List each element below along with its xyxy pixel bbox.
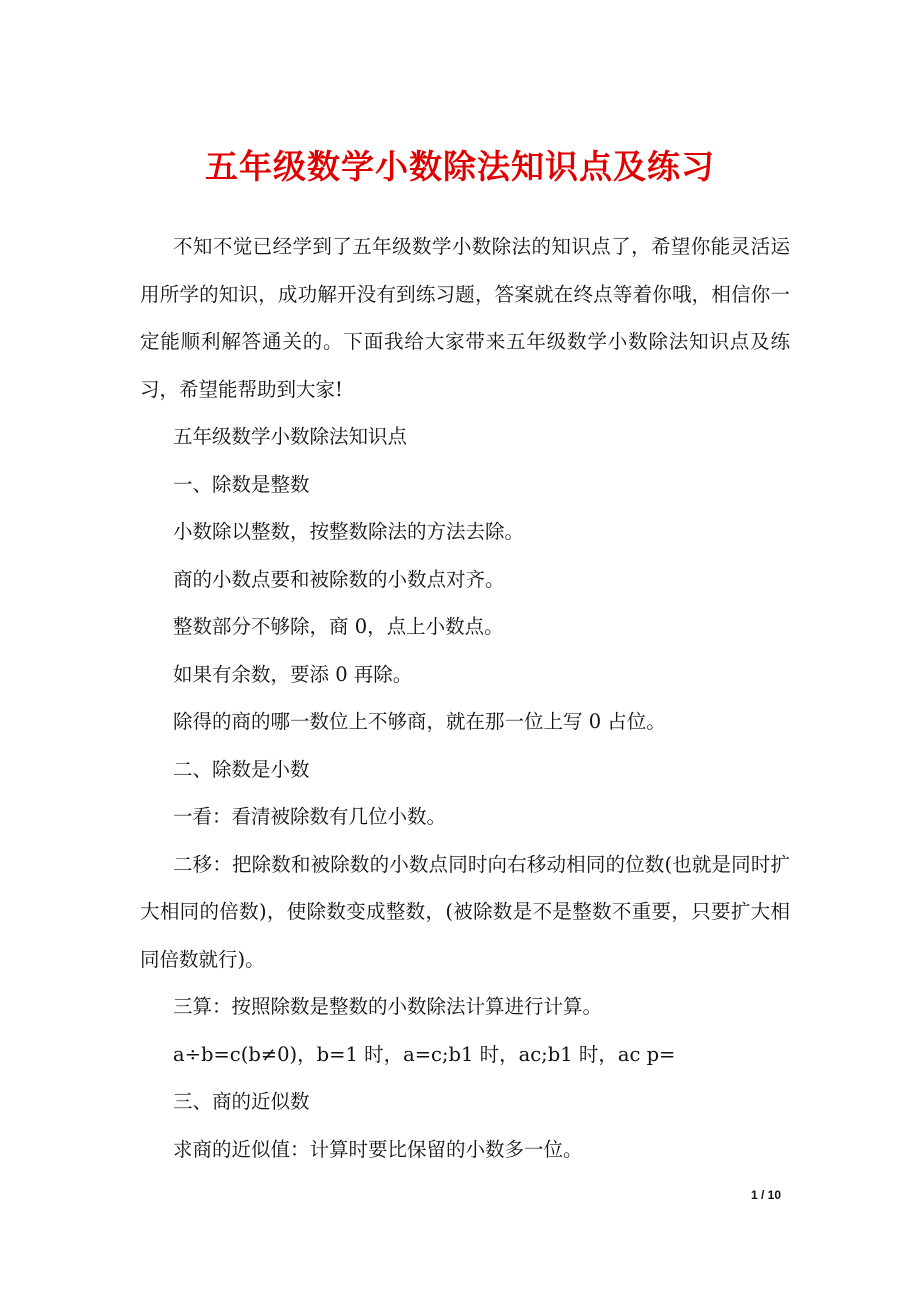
paragraph: 二移：把除数和被除数的小数点同时向右移动相同的位数(也就是同时扩大相同的倍数)，使除数变成整数，(被除数是不是整数不重要，只要扩大相同倍数就行)。	[140, 852, 790, 971]
paragraph: 除得的商的哪一数位上不够商，就在那一位上写 0 占位。	[173, 710, 666, 733]
page-number: 1 / 10	[750, 1188, 781, 1202]
paragraph-formula: a÷b=c(b≠0)，b=1 时，a=c;b1 时，ac;b1 时，ac p=	[173, 1042, 676, 1066]
paragraph: 小数除以整数，按整数除法的方法去除。	[173, 520, 525, 543]
paragraph: 一看：看清被除数有几位小数。	[173, 805, 447, 828]
paragraph: 商的小数点要和被除数的小数点对齐。	[173, 567, 505, 591]
paragraph-heading-3: 三、商的近似数	[173, 1090, 310, 1113]
body-text	[140, 223, 790, 1173]
paragraph: 求商的近似值：计算时要比保留的小数多一位。	[173, 1137, 583, 1161]
paragraph-section-heading: 五年级数学小数除法知识点	[173, 425, 408, 448]
paragraph: 整数部分不够除，商 0，点上小数点。	[173, 615, 504, 638]
page-title: 五年级数学小数除法知识点及练习	[205, 147, 715, 186]
paragraph: 如果有余数，要添 0 再除。	[173, 662, 413, 686]
paragraph-heading-1: 一、除数是整数	[173, 472, 310, 496]
paragraph-intro: 不知不觉已经学到了五年级数学小数除法的知识点了，希望你能灵活运用所学的知识，成功解开没有到练习题，答案就在终点等着你哦，相信你一定能顺利解答通关的。下面我给大家带来五年级数学小数除法知识点及练习，希望能帮助到大家!	[140, 235, 790, 401]
paragraph-heading-2: 二、除数是小数	[173, 757, 310, 781]
paragraph: 三算：按照除数是整数的小数除法计算进行计算。	[173, 995, 603, 1018]
